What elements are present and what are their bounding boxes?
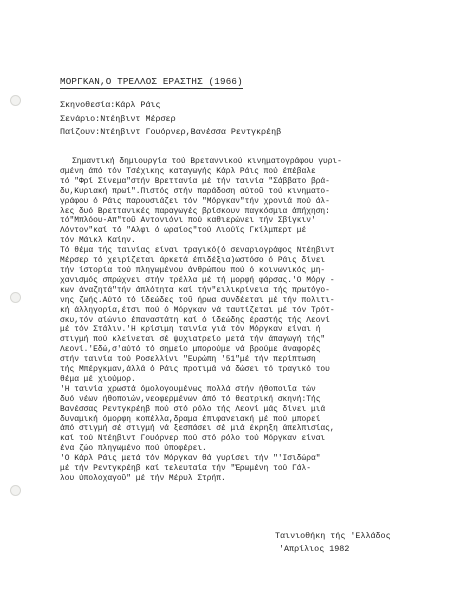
text-line: 'Ο Κάρλ Ράις μετά τόν Μόργκαν θά γυρίσει τήν "'Ισιδώρα"	[60, 454, 321, 464]
paragraph	[60, 246, 420, 385]
text-line: σμένη άπό τόν Τσέχικης καταγωγής Κάρλ Ράις πού έπέβαλε	[60, 166, 316, 176]
text-line: κή άλληγορία,έτσι πού ό Μόργκαν νά ταυτίζεται μέ τόν Τρότ-	[60, 305, 335, 315]
text-line: Βανέσσας Ρεντγκρέηβ πού στό ρόλο τής Λεονί μάς δίνει μιά	[60, 404, 326, 414]
text-line: τόν Μάικλ Καίην.	[60, 236, 136, 246]
credit-director: Σκηνοθεσία:Κάρλ Ράις	[60, 100, 161, 110]
text-line: στήν ταινία τού Ροσελλίνι "Ευρώπη '51"μέ τήν περίπτωση	[60, 355, 316, 365]
credit-cast: Παίζουν:Ντέηβιντ Γουόρνερ,Βανέσσα Ρεντγκρέηβ	[60, 127, 282, 137]
text-line: λες δυό Βρεττανικές παραγωγές βρίσκουν παγκόσμια άπήχηση:	[60, 206, 330, 216]
document-title-block	[60, 76, 243, 89]
text-line: Λόντον"καί τό "Αλφι ό ωραίος"τού Λιούϊς Γκίλμπερτ μέ	[60, 226, 307, 236]
signature-date: 'Απρίλιος 1982	[279, 544, 350, 554]
text-line: Τό θέμα τής ταινίας είναι τραγικό(ό σεναριογράφος Ντέηβιντ	[60, 246, 335, 256]
text-line: δυό νέων ήθοποιών,νεοφερμένων άπό τό θεατρική σκηνή:Τής	[60, 394, 321, 404]
paragraph	[60, 157, 420, 246]
text-line: 'Η ταινία χρωστά όμολογουμένως πολλά στήν ήθοποιΐα τών	[60, 384, 316, 394]
title-underline	[60, 88, 243, 89]
text-line: τό"Μπλόου-Απ"τοΰ Αντονιόνι πού καθιερώνει τήν Σβίγκιν'	[60, 216, 316, 226]
text-line: άπό στιγμή σέ στιγμή νά ξεσπάσει σέ μιά έκρηξη άπελπισίας,	[60, 424, 335, 434]
text-line: θέμα μέ χιούμορ.	[60, 374, 136, 384]
text-line: καί τού Ντέηβιντ Γουόρνερ πού στό ρόλο τού Μόργκαν είναι	[60, 434, 326, 444]
punch-hole	[10, 292, 21, 303]
review-text	[60, 157, 420, 484]
text-line: χανισμός σπρώχνει στήν τρέλλα μέ τή μορφή φάρσας.'Ο Μόργ -	[60, 275, 335, 285]
paragraph	[60, 385, 420, 454]
text-line: γράφου ό Ράις παρουσιάζει τόν "Μόργκαν"τήν χρονιά πού άλ-	[60, 196, 330, 206]
text-line: τό "Φρί Σίνεμα"στήν Βρεττανία μέ τήν ταινία "Σάββατο βρά-	[60, 176, 330, 186]
text-line: Σημαντική δημιουργία τού Βρεταννικού κινηματογράφου γυρι-	[72, 157, 342, 166]
text-line: δυ,Κυριακή πρωί".Πιστός στήν παράδοση αύτοΰ τού κινηματο-	[60, 186, 330, 196]
text-line: Λεονί.'Εδώ,σ'αύτό τό σημείο μπορούμε νά βρούμε άναφορές	[60, 345, 321, 355]
paragraph	[60, 454, 420, 484]
text-line: τής Μπέργκμαν,άλλά ό Ράις προτιμά νά δώσει τό τραγικό του	[60, 365, 330, 375]
text-line: τήν ίστορία τού πληγωμένου άνθρώπου πού ό κοινωνικός μη-	[60, 265, 326, 275]
text-line: μέ τόν Στάλιν.'Η κρίσιμη ταινία γιά τόν Μόργκαν είναι ή	[60, 325, 321, 335]
text-line: Μέρσερ τό χειρίζεται άρκετά έπιδέξια)ωστόσο ό Ράις δίνει	[60, 256, 326, 266]
text-line: κων άναζητά"τήν άπλότητα καί τήν"ειλικρίνεια τής πρωτόγο-	[60, 285, 330, 295]
credit-screenplay: Σενάριο:Ντέηβιντ Μέρσερ	[60, 113, 176, 124]
punch-hole	[10, 95, 21, 106]
credits	[60, 99, 281, 140]
text-line: δυναμική όμορφη κοπέλλα,δραμα έπιφανειακή μέ πού μπορεί	[60, 414, 321, 424]
text-line: στιγμή πού κλείνεται σέ ψυχιατρείο μετά τήν άπαγωγή τής"	[60, 335, 326, 345]
punch-hole	[10, 485, 21, 496]
text-line: λου ύπολοχαγοΰ" μέ τήν Μέρυλ Στρήπ.	[60, 474, 226, 483]
signature-organization: Ταινιοθήκη τής 'Ελλάδος	[275, 531, 391, 541]
text-line: σκυ,τόν αίώνιο έπαναστάτη καί ό ίδεώδης έραστής τής Λεονί	[60, 315, 330, 325]
text-line: ένα ζώο πληγωμένο πού ύποφέρει.	[60, 444, 207, 454]
signature-block	[275, 530, 391, 556]
text-line: νης ζωής.Αύτό τό ίδεώδες τοΰ ήρωα συνδέεται μέ τήν πολιτι-	[60, 295, 335, 305]
document-title: ΜΟΡΓΚΑΝ,Ο ΤΡΕΛΛΟΣ ΕΡΑΣΤΗΣ (1966)	[60, 76, 243, 87]
text-line: μέ τήν Ρεντγκρέηβ καί τελευταία τήν "Έρωμένη τού Γάλ-	[60, 464, 311, 474]
